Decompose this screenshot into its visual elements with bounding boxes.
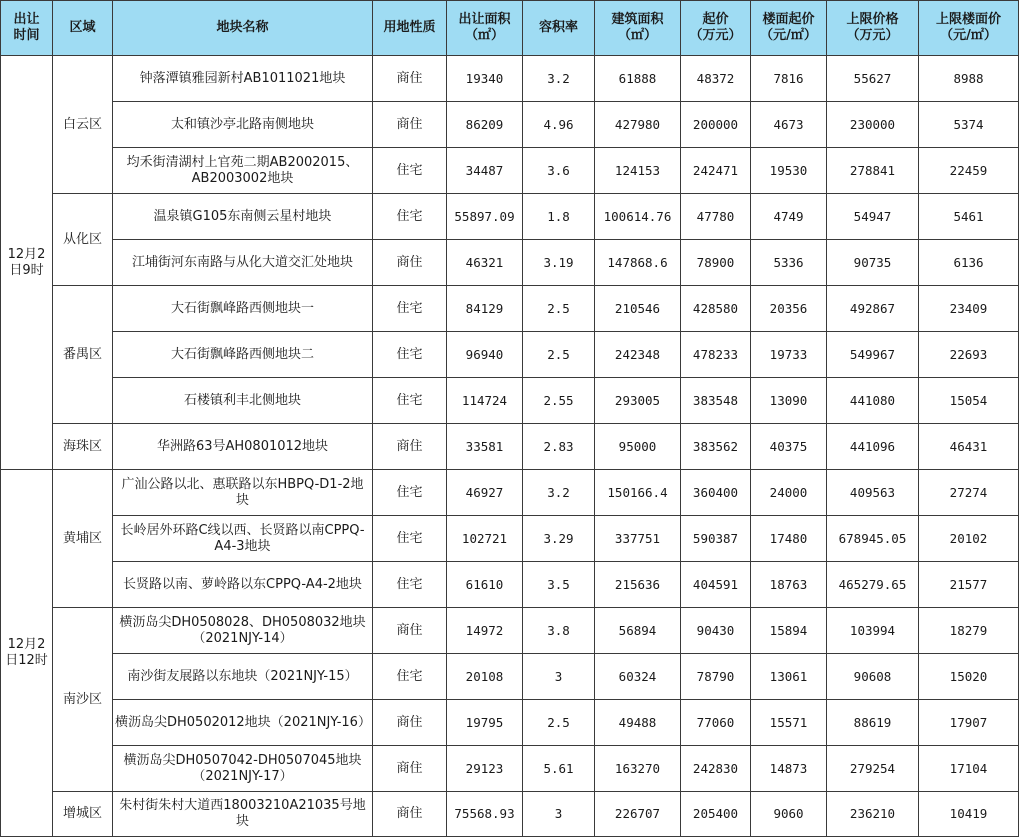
parcel-name: 横沥岛尖DH0507042-DH0507045地块（2021NJY-17） (113, 746, 373, 792)
parcel-name: 钟落潭镇雅园新村AB1011021地块 (113, 56, 373, 102)
table-row (1, 194, 1019, 240)
start-price: 90430 (681, 608, 751, 654)
cap-floor-price: 22693 (919, 332, 1019, 378)
start-floor-price: 24000 (751, 470, 827, 516)
table-row (1, 700, 1019, 746)
land-use: 住宅 (373, 332, 447, 378)
floor-area: 124153 (595, 148, 681, 194)
header-cell: 上限楼面价 （元/㎡） (919, 1, 1019, 56)
land-area: 46321 (447, 240, 523, 286)
header-cell: 上限价格 （万元） (827, 1, 919, 56)
start-price: 47780 (681, 194, 751, 240)
parcel-name: 华洲路63号AH0801012地块 (113, 424, 373, 470)
start-price: 242830 (681, 746, 751, 792)
cap-floor-price: 17104 (919, 746, 1019, 792)
parcel-name: 均禾街清湖村上官苑二期AB2002015、AB2003002地块 (113, 148, 373, 194)
start-floor-price: 13090 (751, 378, 827, 424)
table-row (1, 516, 1019, 562)
header-cell: 用地性质 (373, 1, 447, 56)
cap-price: 441096 (827, 424, 919, 470)
table-row (1, 240, 1019, 286)
plot-ratio: 3.19 (523, 240, 595, 286)
land-use: 住宅 (373, 470, 447, 516)
floor-area: 61888 (595, 56, 681, 102)
header-cell: 起价 （万元） (681, 1, 751, 56)
land-use: 商住 (373, 746, 447, 792)
plot-ratio: 3.2 (523, 56, 595, 102)
cap-floor-price: 5461 (919, 194, 1019, 240)
start-price: 48372 (681, 56, 751, 102)
parcel-name: 横沥岛尖DH0508028、DH0508032地块（2021NJY-14） (113, 608, 373, 654)
parcel-name: 石楼镇利丰北侧地块 (113, 378, 373, 424)
floor-area: 150166.4 (595, 470, 681, 516)
start-floor-price: 40375 (751, 424, 827, 470)
cap-price: 409563 (827, 470, 919, 516)
district-cell: 黄埔区 (53, 470, 113, 608)
parcel-name: 太和镇沙亭北路南侧地块 (113, 102, 373, 148)
land-area: 29123 (447, 746, 523, 792)
land-use: 商住 (373, 792, 447, 837)
cap-price: 230000 (827, 102, 919, 148)
table-row (1, 562, 1019, 608)
land-area: 14972 (447, 608, 523, 654)
land-area: 20108 (447, 654, 523, 700)
plot-ratio: 1.8 (523, 194, 595, 240)
table-row (1, 608, 1019, 654)
floor-area: 163270 (595, 746, 681, 792)
floor-area: 242348 (595, 332, 681, 378)
header-cell: 出让面积 （㎡） (447, 1, 523, 56)
land-area: 86209 (447, 102, 523, 148)
cap-floor-price: 27274 (919, 470, 1019, 516)
header-row (1, 1, 1019, 56)
cap-floor-price: 23409 (919, 286, 1019, 332)
start-price: 205400 (681, 792, 751, 837)
start-price: 200000 (681, 102, 751, 148)
floor-area: 56894 (595, 608, 681, 654)
land-use: 住宅 (373, 378, 447, 424)
cap-price: 465279.65 (827, 562, 919, 608)
plot-ratio: 4.96 (523, 102, 595, 148)
land-area: 61610 (447, 562, 523, 608)
cap-floor-price: 15020 (919, 654, 1019, 700)
start-floor-price: 5336 (751, 240, 827, 286)
plot-ratio: 2.5 (523, 332, 595, 378)
plot-ratio: 3.6 (523, 148, 595, 194)
parcel-name: 南沙街友展路以东地块（2021NJY-15） (113, 654, 373, 700)
parcel-name: 朱村街朱村大道西18003210A21035号地块 (113, 792, 373, 837)
land-use: 住宅 (373, 148, 447, 194)
plot-ratio: 2.55 (523, 378, 595, 424)
start-floor-price: 15894 (751, 608, 827, 654)
floor-area: 293005 (595, 378, 681, 424)
header-cell: 建筑面积 （㎡） (595, 1, 681, 56)
table-row (1, 746, 1019, 792)
cap-price: 549967 (827, 332, 919, 378)
cap-price: 103994 (827, 608, 919, 654)
plot-ratio: 2.83 (523, 424, 595, 470)
start-price: 360400 (681, 470, 751, 516)
cap-floor-price: 6136 (919, 240, 1019, 286)
start-floor-price: 9060 (751, 792, 827, 837)
land-area: 102721 (447, 516, 523, 562)
parcel-name: 江埔街河东南路与从化大道交汇处地块 (113, 240, 373, 286)
district-cell: 白云区 (53, 56, 113, 194)
land-use: 商住 (373, 700, 447, 746)
district-cell: 番禺区 (53, 286, 113, 424)
plot-ratio: 5.61 (523, 746, 595, 792)
land-area: 19795 (447, 700, 523, 746)
cap-floor-price: 17907 (919, 700, 1019, 746)
cap-price: 54947 (827, 194, 919, 240)
header-cell: 楼面起价 （元/㎡） (751, 1, 827, 56)
start-price: 78790 (681, 654, 751, 700)
cap-price: 88619 (827, 700, 919, 746)
plot-ratio: 3.2 (523, 470, 595, 516)
table-row (1, 654, 1019, 700)
cap-price: 441080 (827, 378, 919, 424)
land-area: 33581 (447, 424, 523, 470)
land-use: 住宅 (373, 194, 447, 240)
cap-price: 236210 (827, 792, 919, 837)
land-use: 商住 (373, 102, 447, 148)
district-cell: 从化区 (53, 194, 113, 286)
cap-price: 90735 (827, 240, 919, 286)
table-row (1, 378, 1019, 424)
parcel-name: 长岭居外环路C线以西、长贤路以南CPPQ-A4-3地块 (113, 516, 373, 562)
plot-ratio: 3.29 (523, 516, 595, 562)
cap-floor-price: 10419 (919, 792, 1019, 837)
cap-floor-price: 18279 (919, 608, 1019, 654)
land-use: 住宅 (373, 286, 447, 332)
start-floor-price: 4749 (751, 194, 827, 240)
parcel-name: 长贤路以南、萝岭路以东CPPQ-A4-2地块 (113, 562, 373, 608)
floor-area: 226707 (595, 792, 681, 837)
start-floor-price: 7816 (751, 56, 827, 102)
cap-price: 90608 (827, 654, 919, 700)
plot-ratio: 2.5 (523, 700, 595, 746)
plot-ratio: 3.8 (523, 608, 595, 654)
floor-area: 337751 (595, 516, 681, 562)
plot-ratio: 3.5 (523, 562, 595, 608)
land-area: 84129 (447, 286, 523, 332)
land-use: 住宅 (373, 654, 447, 700)
header-cell: 区域 (53, 1, 113, 56)
start-floor-price: 18763 (751, 562, 827, 608)
land-use: 住宅 (373, 516, 447, 562)
floor-area: 215636 (595, 562, 681, 608)
start-price: 383548 (681, 378, 751, 424)
land-use: 商住 (373, 424, 447, 470)
district-cell: 增城区 (53, 792, 113, 837)
land-area: 96940 (447, 332, 523, 378)
land-area: 55897.09 (447, 194, 523, 240)
floor-area: 427980 (595, 102, 681, 148)
land-use: 住宅 (373, 562, 447, 608)
cap-floor-price: 5374 (919, 102, 1019, 148)
land-use: 商住 (373, 608, 447, 654)
header-cell: 出让 时间 (1, 1, 53, 56)
land-area: 114724 (447, 378, 523, 424)
land-area: 19340 (447, 56, 523, 102)
table-row (1, 56, 1019, 102)
cap-price: 492867 (827, 286, 919, 332)
cap-floor-price: 20102 (919, 516, 1019, 562)
start-price: 590387 (681, 516, 751, 562)
cap-floor-price: 21577 (919, 562, 1019, 608)
start-price: 77060 (681, 700, 751, 746)
start-floor-price: 19733 (751, 332, 827, 378)
header-cell: 地块名称 (113, 1, 373, 56)
parcel-name: 横沥岛尖DH0502012地块（2021NJY-16） (113, 700, 373, 746)
land-use: 商住 (373, 240, 447, 286)
table-row (1, 286, 1019, 332)
start-floor-price: 15571 (751, 700, 827, 746)
table-row (1, 470, 1019, 516)
cap-price: 55627 (827, 56, 919, 102)
start-floor-price: 13061 (751, 654, 827, 700)
plot-ratio: 2.5 (523, 286, 595, 332)
start-floor-price: 19530 (751, 148, 827, 194)
land-area: 34487 (447, 148, 523, 194)
district-cell: 海珠区 (53, 424, 113, 470)
floor-area: 49488 (595, 700, 681, 746)
cap-floor-price: 46431 (919, 424, 1019, 470)
cap-floor-price: 22459 (919, 148, 1019, 194)
floor-area: 100614.76 (595, 194, 681, 240)
start-floor-price: 17480 (751, 516, 827, 562)
floor-area: 210546 (595, 286, 681, 332)
parcel-name: 温泉镇G105东南侧云星村地块 (113, 194, 373, 240)
time-cell: 12月2 日9时 (1, 56, 53, 470)
plot-ratio: 3 (523, 654, 595, 700)
floor-area: 60324 (595, 654, 681, 700)
start-price: 383562 (681, 424, 751, 470)
header-cell: 容积率 (523, 1, 595, 56)
start-floor-price: 14873 (751, 746, 827, 792)
start-price: 78900 (681, 240, 751, 286)
table-row (1, 102, 1019, 148)
table-row (1, 424, 1019, 470)
table-row (1, 792, 1019, 837)
start-price: 404591 (681, 562, 751, 608)
plot-ratio: 3 (523, 792, 595, 837)
start-price: 478233 (681, 332, 751, 378)
parcel-name: 大石街飘峰路西侧地块一 (113, 286, 373, 332)
cap-floor-price: 8988 (919, 56, 1019, 102)
start-price: 428580 (681, 286, 751, 332)
table-row (1, 332, 1019, 378)
cap-price: 278841 (827, 148, 919, 194)
start-price: 242471 (681, 148, 751, 194)
start-floor-price: 4673 (751, 102, 827, 148)
cap-price: 279254 (827, 746, 919, 792)
land-area: 75568.93 (447, 792, 523, 837)
parcel-name: 广汕公路以北、惠联路以东HBPQ-D1-2地块 (113, 470, 373, 516)
start-floor-price: 20356 (751, 286, 827, 332)
floor-area: 147868.6 (595, 240, 681, 286)
land-use: 商住 (373, 56, 447, 102)
table-row (1, 148, 1019, 194)
district-cell: 南沙区 (53, 608, 113, 792)
cap-floor-price: 15054 (919, 378, 1019, 424)
parcel-name: 大石街飘峰路西侧地块二 (113, 332, 373, 378)
land-area: 46927 (447, 470, 523, 516)
time-cell: 12月2 日12时 (1, 470, 53, 837)
floor-area: 95000 (595, 424, 681, 470)
cap-price: 678945.05 (827, 516, 919, 562)
